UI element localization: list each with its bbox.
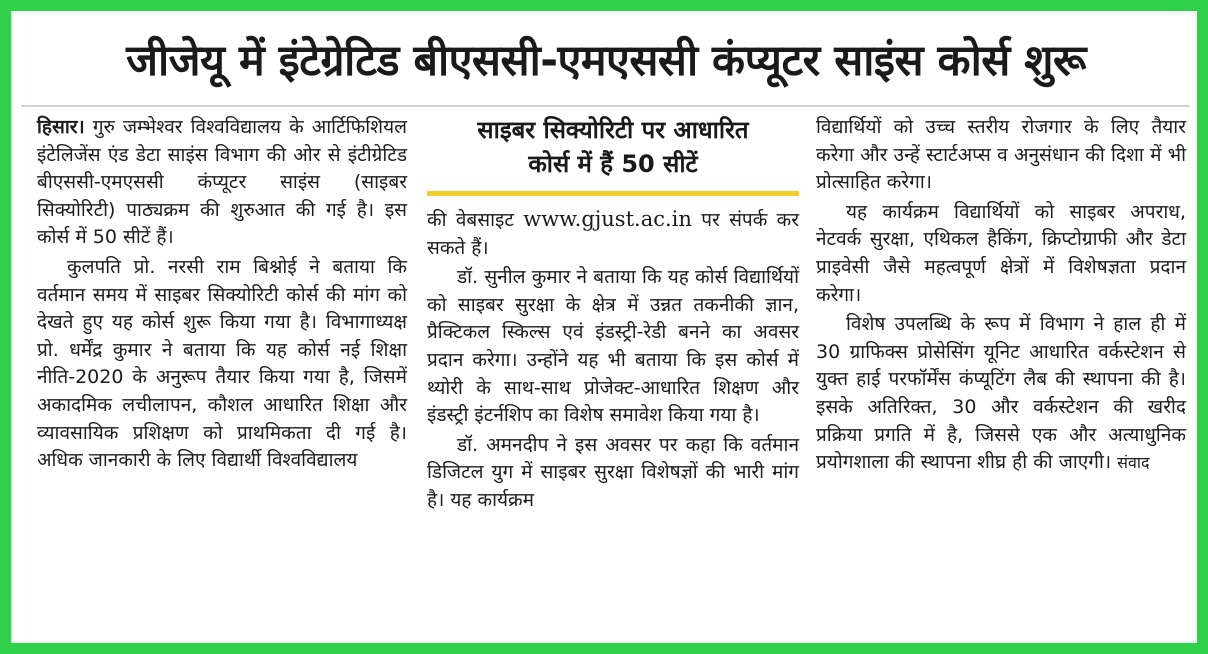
column-3-paragraph-1: विद्यार्थियों को उच्च स्तरीय रोजगार के लिए तैयार करेगा और उन्हें स्टार्टअप्स व अनुसंधान की दिशा में भी प्रोत्साहित करेगा।: [816, 116, 1186, 194]
subheadline: [427, 113, 799, 181]
column-3-paragraph-3-text: विशेष उपलब्धि के रूप में विभाग ने हाल ही में 30 ग्राफिक्स प्रोसेसिंग यूनिट आधारित वर्कस्टेशन से युक्त हाई परफॉर्मेंस कंप्यूटिंग लैब की स्थापना की है। इसके अतिरिक्त, 30 और वर्कस्टेशन की खरीद प्रक्रिया प्रगति में है, जिससे एक और अत्याधुनिक प्रयोगशाला की स्थापना शीघ्र ही की जाएगी।: [816, 313, 1186, 474]
subheadline-line-1: साइबर सिक्योरिटी पर आधारित: [477, 116, 749, 144]
column-2-paragraph-1: [427, 206, 799, 262]
column-1-paragraph-1: [37, 114, 407, 252]
column-2-paragraph-1-post: पर संपर्क कर सकते हैं।: [427, 209, 799, 259]
subheadline-line-2: कोर्स में हैं 50 सीटें: [528, 150, 698, 178]
news-clipping: [11, 11, 1197, 643]
column-3-paragraph-3: [816, 311, 1186, 477]
column-2-paragraph-3: डॉ. अमनदीप ने इस अवसर पर कहा कि वर्तमान डिजिटल युग में साइबर सुरक्षा विशेषज्ञों की भारी मांग है। यह कार्यक्रम: [427, 433, 799, 511]
column-1-paragraph-1-text: गुरु जम्भेश्वर विश्वविद्यालय के आर्टिफिशियल इंटेलिजेंस एंड डेटा साइंस विभाग की ओर से इंटीग्रेटिड बीएससी-एमएससी कंप्यूटर साइंस (साइबर सिक्योरिटी) पाठ्यक्रम की शुरुआत की गई है। इस कोर्स में 50 सीटें हैं।: [37, 116, 407, 249]
headline: जीजेयू में इंटेग्रेटिड बीएससी-एमएससी कंप्यूटर साइंस कोर्स शुरू: [126, 36, 1086, 86]
column-1-paragraph-2: कुलपति प्रो. नरसी राम बिश्नोई ने बताया कि वर्तमान समय में साइबर सिक्योरिटी कोर्स की मांग को देखते हुए यह कोर्स शुरू किया गया है। विभागाध्यक्ष प्रो. धर्मेंद्र कुमार ने बताया कि यह कोर्स नई शिक्षा नीति-2020 के अनुरूप तैयार किया गया है, जिसमें अकादमिक लचीलापन, कौशल आधारित शिक्षा और व्यावसायिक प्रशिक्षण को प्राथमिकता दी गई है। अधिक जानकारी के लिए विद्यार्थी विश्वविद्यालय: [37, 255, 407, 472]
column-1: [37, 114, 407, 477]
column-3-paragraph-2: यह कार्यक्रम विद्यार्थियों को साइबर अपराध, नेटवर्क सुरक्षा, एथिकल हैकिंग, क्रिप्टोग्राफी और डेटा प्राइवेसी जैसे महत्वपूर्ण क्षेत्रों में विशेषज्ञता प्रदान करेगा।: [816, 200, 1186, 306]
column-3: [816, 114, 1186, 479]
column-2: [427, 113, 799, 517]
column-2-paragraph-2: डॉ. सुनील कुमार ने बताया कि यह कोर्स विद्यार्थियों को साइबर सुरक्षा के क्षेत्र में उन्नत तकनीकी ज्ञान, प्रैक्टिकल स्किल्स एवं इंडस्ट्री-रेडी बनने का अवसर प्रदान करेगा। उन्होंने यह भी बताया कि इस कोर्स में थ्योरी के साथ-साथ प्रोजेक्ट-आधारित शिक्षण और इंडस्ट्री इंटर्नशिप का विशेष समावेश किया गया है।: [427, 266, 799, 427]
byline-signature: संवाद: [1117, 453, 1150, 473]
column-2-paragraph-1-pre: की वेबसाइट: [427, 209, 514, 231]
headline-divider: [21, 105, 1189, 107]
website-url: www.gjust.ac.in: [523, 207, 692, 231]
dateline: हिसार।: [37, 116, 85, 138]
subheadline-underline: [427, 191, 799, 196]
